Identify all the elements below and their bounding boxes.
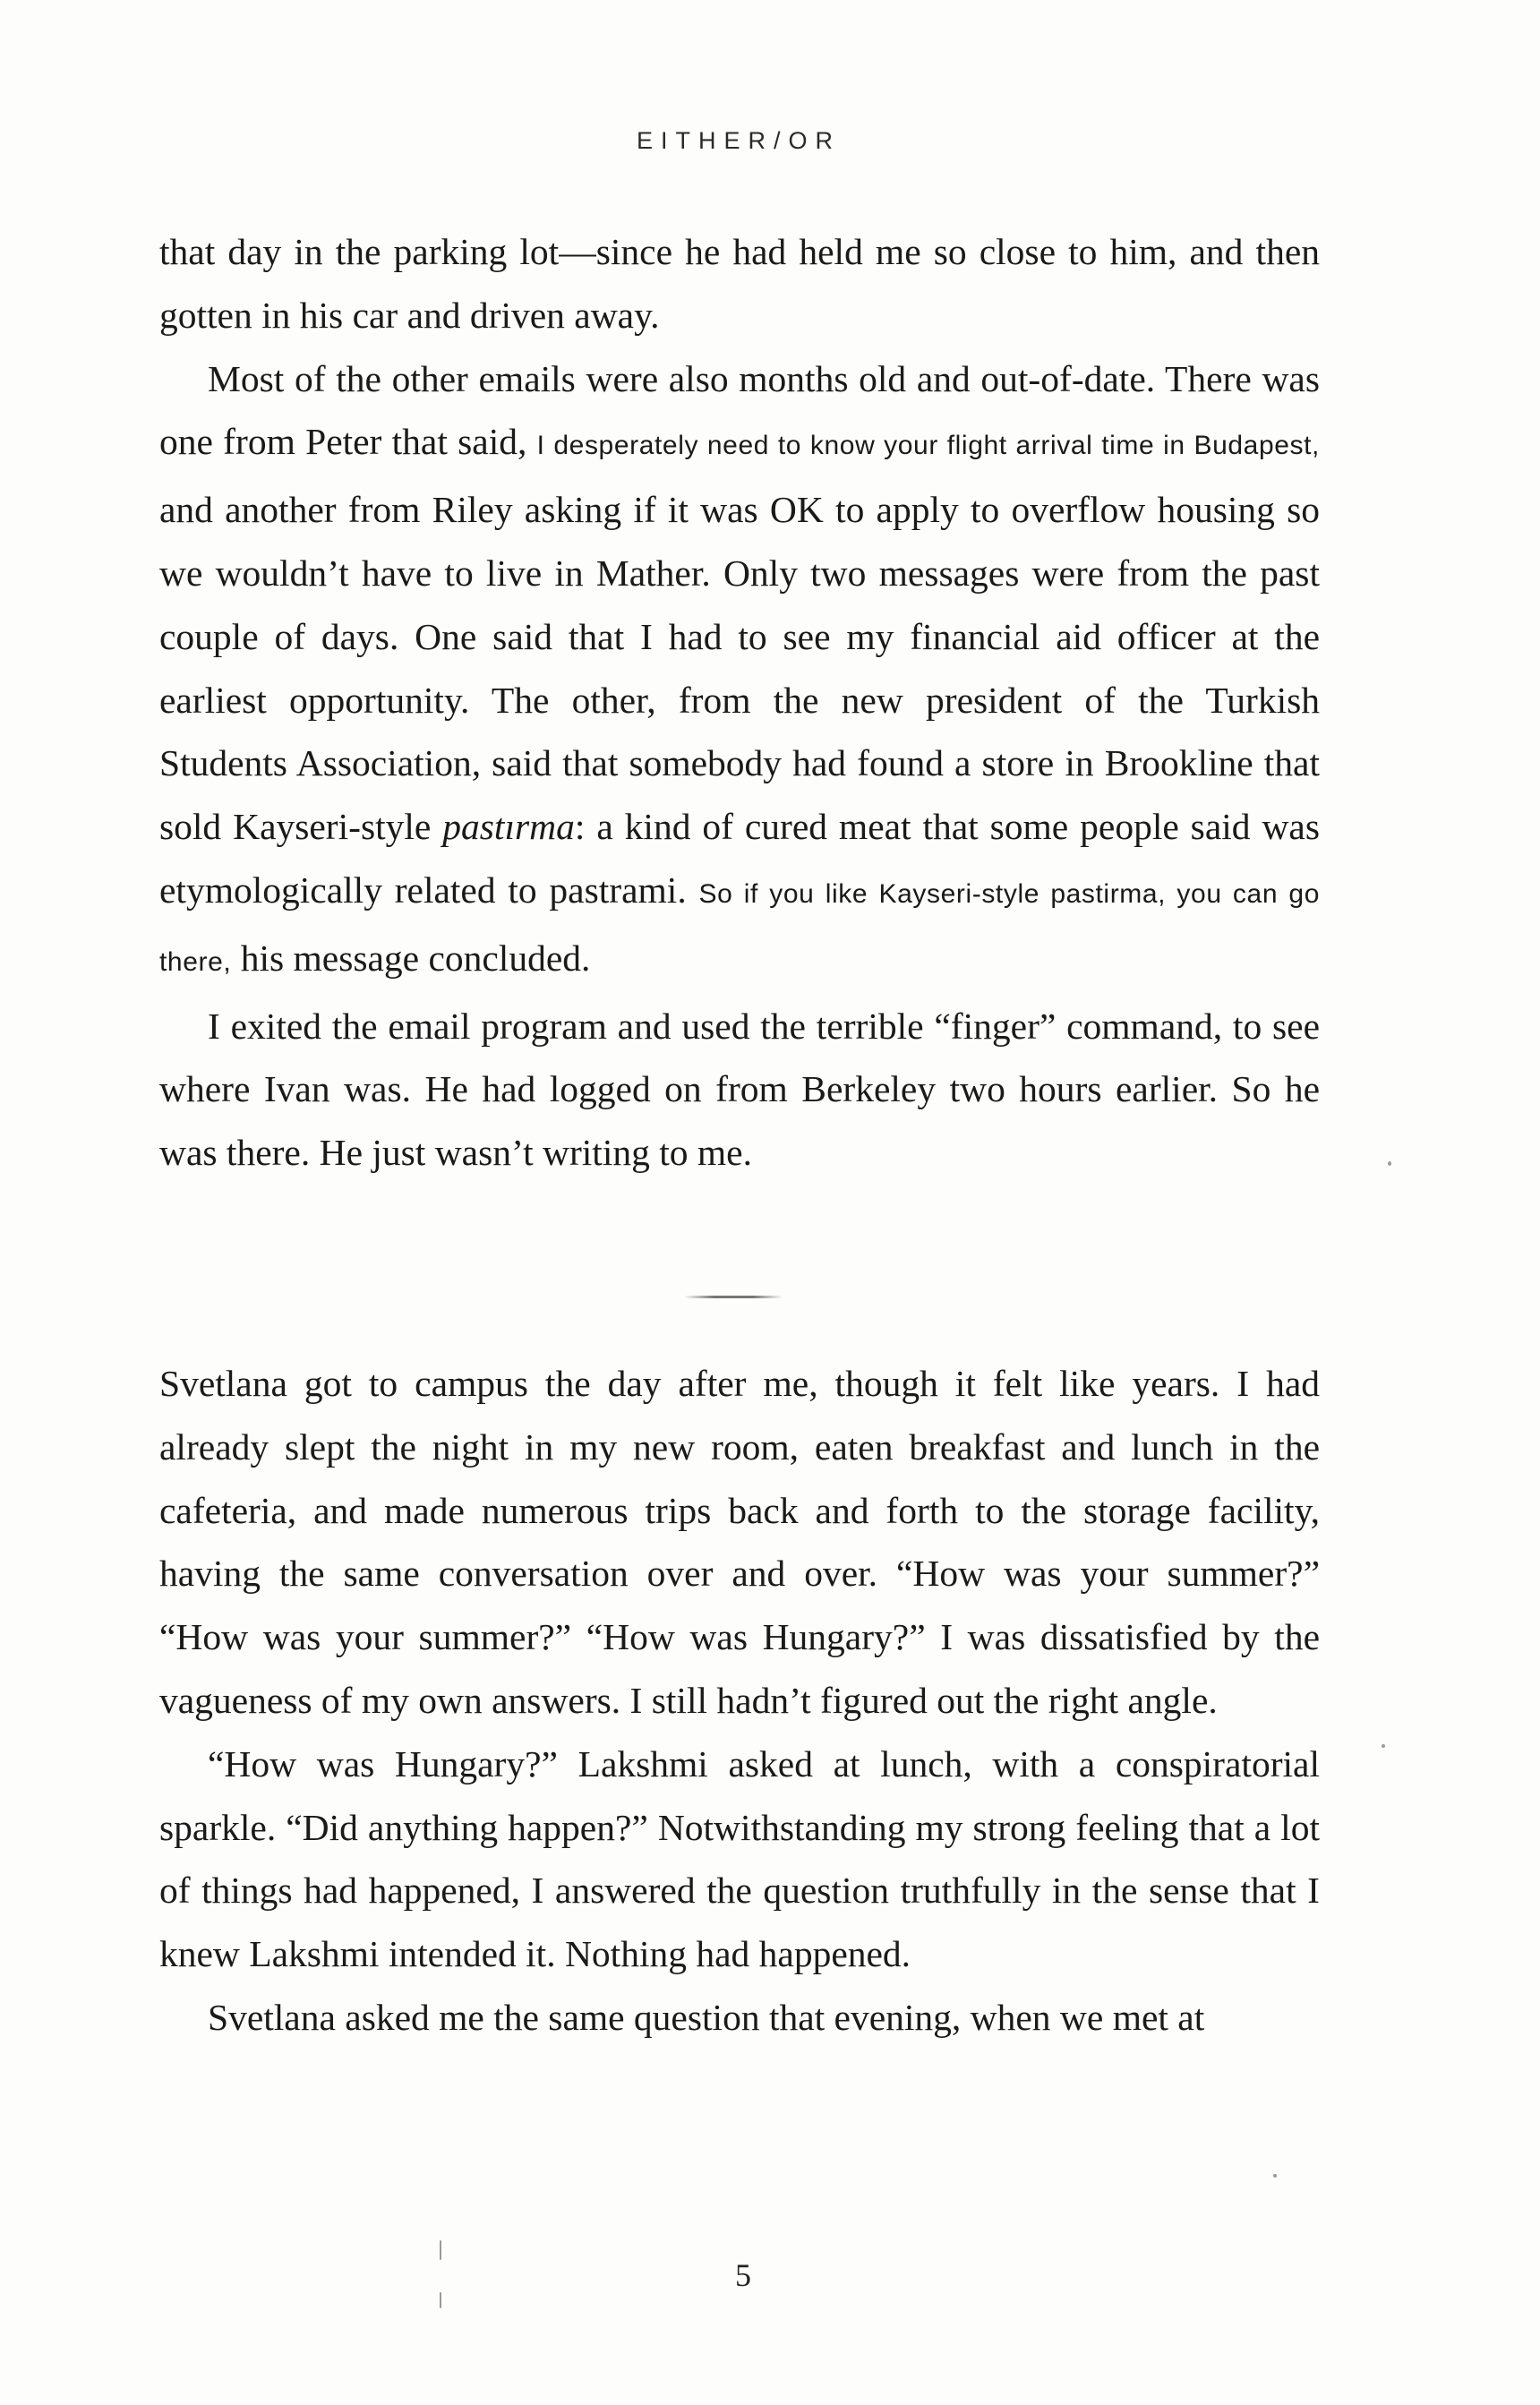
- section-break-glyph: [684, 1296, 685, 1297]
- text-block-before-break: [159, 220, 1320, 1185]
- paragraph-emails: [159, 347, 1320, 995]
- text-block-after-break: [159, 1352, 1320, 2050]
- email-quote-peter: I desperately need to know your flight arrival time in Budapest,: [536, 431, 1320, 461]
- email-quote-tsa: So if you like Kayseri-style pastirma, you can go there,: [159, 878, 1321, 977]
- paragraph-lakshmi: “How was Hungary?” Lakshmi asked at lunch, with a conspiratorial sparkle. “Did anything happen?” Notwithstanding my strong feeling that a lot of things had happened, I answered the question truthfully in the sense that I knew Lakshmi intended it. Nothing had happened.: [159, 1742, 1320, 1975]
- text-run: : a kind of cured meat that some people said was etymologically related to pastrami.: [159, 806, 1320, 911]
- paragraph-evening: Svetlana asked me the same question that evening, when we met at: [208, 1996, 1205, 2038]
- text-run: and another from Riley asking if it was OK to apply to overflow housing so we wouldn’t have to live in Mather. Only two messages were from the past couple of days. One said that I had to see my financial aid officer at the earliest opportunity. The other, from the new president of the Turkish Students Association, said that somebody had found a store in Brookline that sold Kayseri-style: [159, 489, 1320, 848]
- running-head: EITHER/OR: [636, 127, 841, 154]
- scan-speck: [440, 2240, 441, 2260]
- text-run: his message concluded.: [231, 937, 591, 979]
- scan-speck: [440, 2292, 441, 2308]
- text-run: Most of the other emails were also months old and out-of-date. There was one from Peter that said,: [159, 357, 1320, 463]
- paragraph-continued: that day in the parking lot—since he had held me so close to him, and then gotten in his car and driven away.: [159, 231, 1320, 336]
- paragraph-finger: I exited the email program and used the terrible “finger” command, to see where Ivan was. He had logged on from Berkeley two hours earlier. So he was there. He just wasn’t writing to me.: [159, 1005, 1320, 1174]
- paragraph-svetlana: Svetlana got to campus the day after me, though it felt like years. I had already slept the night in my new room, eaten breakfast and lunch in the cafeteria, and made numerous trips back and forth to the storage facility, having the same conversation over and over. “How was your summer?” “How was your summer?” “How was Hungary?” I was dissatisfied by the vagueness of my own answers. I still hadn’t figured out the right angle.: [159, 1363, 1320, 1721]
- scan-speck: [1273, 2174, 1277, 2178]
- italic-term: pastırma: [442, 806, 575, 848]
- page-number: 5: [735, 2257, 751, 2293]
- scan-speck: [1388, 1161, 1391, 1166]
- section-break-rule: [684, 1296, 783, 1298]
- scan-speck: [1382, 1744, 1385, 1748]
